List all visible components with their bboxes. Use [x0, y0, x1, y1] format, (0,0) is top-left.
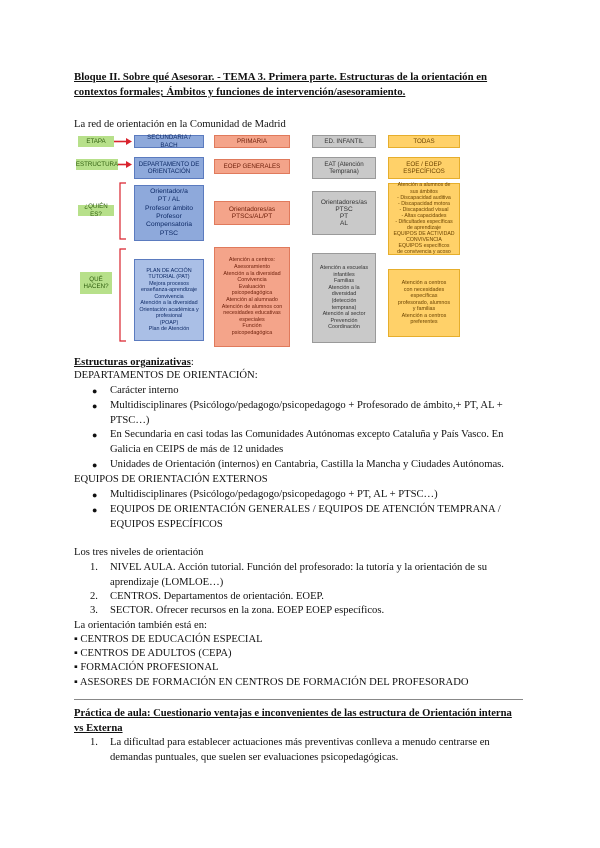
nivel-number: 1.: [90, 562, 98, 573]
bullet-dot: ●: [92, 505, 98, 515]
quien-especificos: Atención a alumnos de sus ámbitos - Discapacidad auditiva - Discapacidad motora - Discapacidad visual - Altas capacidades - Dificultades específicas de aprendizaje EQUIPOS DE ACTIVIDAD CONVIVENCIA EQUIPOS específicos de convivencia y acoso: [388, 183, 460, 255]
nivel-number: 3.: [90, 605, 98, 616]
estructura-eat: EAT (Atención Temprana): [312, 157, 376, 179]
niveles-heading: Los tres niveles de orientación: [74, 547, 204, 558]
equipos-heading: EQUIPOS DE ORIENTACIÓN EXTERNOS: [74, 474, 268, 485]
practica-item: La dificultad para establecer actuaciones más preventivas conlleva a menudo centrarse en demandas puntuales, que suelen ser evaluaciones psicopedagógicas.: [110, 737, 490, 763]
nivel-item: CENTROS. Departamentos de orientación. EOEP.: [110, 591, 324, 602]
quien-departamento: Orientador/a PT / AL Profesor ámbito Profesor Compensatoria PTSC: [134, 185, 204, 241]
dept-item: Carácter interno: [110, 385, 179, 396]
etapa-secundaria: SECUNDARIA / BACH: [134, 135, 204, 148]
row-label-etapa: ETAPA: [78, 136, 114, 147]
estructuras-heading: Estructuras organizativas:: [74, 357, 194, 368]
quien-eoep: Orientadores/as PTSCs/AL/PT: [214, 201, 290, 225]
que-departamento: PLAN DE ACCIÓN TUTORIAL (PAT) Mejora procesos enseñanza-aprendizaje Convivencia Atención a la diversidad Orientación académica y profesional (POAP) Plan de Atención: [134, 259, 204, 341]
bullet-dot: ●: [92, 460, 98, 470]
dept-item: Multidisciplinares (Psicólogo/pedagogo/psicopedagogo + Profesorado de ámbito,+ PT, AL + PTSC…): [110, 400, 503, 426]
orientation-network-diagram: [74, 131, 464, 346]
estructura-especificos: EOE / EOEP ESPECÍFICOS: [388, 157, 460, 179]
bullet-dot: ●: [92, 430, 98, 440]
tambien-item: ▪ FORMACIÓN PROFESIONAL: [74, 662, 219, 673]
que-eat: Atención a escuelas infantiles Familias Atención a la diversidad (detección temprana) Atención al sector Prevención Coordinación: [312, 253, 376, 343]
nivel-item: SECTOR. Ofrecer recursos en la zona. EOEP EOEP específicos.: [110, 605, 385, 616]
etapa-infantil: ED. INFANTIL: [312, 135, 376, 148]
practica-number: 1.: [90, 737, 98, 748]
row-label-que: QUÉ HACEN?: [80, 272, 112, 294]
section-divider: [74, 699, 523, 700]
etapa-todas: TODAS: [388, 135, 460, 148]
network-caption: La red de orientación en la Comunidad de Madrid: [74, 119, 286, 130]
estructura-departamento: DEPARTAMENTO DE ORIENTACIÓN: [134, 157, 204, 179]
estructura-eoep: EOEP GENERALES: [214, 159, 290, 174]
nivel-item: NIVEL AULA. Acción tutorial. Función del profesorado: la tutoría y la orientación de su aprendizaje (LOMLOE…): [110, 562, 488, 588]
equipos-item: EQUIPOS DE ORIENTACIÓN GENERALES / EQUIPOS DE ATENCIÓN TEMPRANA / EQUIPOS ESPECÍFICOS: [110, 504, 501, 530]
quien-eat: Orientadores/as PTSC PT AL: [312, 191, 376, 235]
que-especificos: Atención a centros con necesidades específicas profesorado, alumnos y familias Atención a centros preferentes: [388, 269, 460, 337]
bullet-dot: ●: [92, 386, 98, 396]
tambien-heading: La orientación también está en:: [74, 620, 207, 631]
departamentos-heading: DEPARTAMENTOS DE ORIENTACIÓN:: [74, 370, 258, 381]
dept-item: En Secundaria en casi todas las Comunidades Autónomas excepto Cataluña y País Vasco. En Galicia en CEIPS de más de 12 unidades: [110, 429, 504, 455]
etapa-primaria: PRIMARIA: [214, 135, 290, 148]
row-label-estructura: ESTRUCTURA: [76, 159, 118, 170]
tambien-item: ▪ CENTROS DE EDUCACIÓN ESPECIAL: [74, 634, 263, 645]
bullet-dot: ●: [92, 401, 98, 411]
row-label-quien: ¿QUIÉN ES?: [78, 205, 114, 216]
tambien-item: ▪ CENTROS DE ADULTOS (CEPA): [74, 648, 232, 659]
practica-heading: Práctica de aula: Cuestionario ventajas e inconvenientes de las estructura de Orientación interna vs Externa: [74, 708, 512, 734]
nivel-number: 2.: [90, 591, 98, 602]
bullet-dot: ●: [92, 490, 98, 500]
equipos-item: Multidisciplinares (Psicólogo/pedagogo/psicopedagogo + PT, AL + PTSC…): [110, 489, 438, 500]
document-title: Bloque II. Sobre qué Asesorar. - TEMA 3. Primera parte. Estructuras de la orientación en contextos formales; Ámbitos y funciones de intervención/asesoramiento.: [74, 71, 488, 98]
tambien-item: ▪ ASESORES DE FORMACIÓN EN CENTROS DE FORMACIÓN DEL PROFESORADO: [74, 677, 469, 688]
que-eoep: Atención a centros: Asesoramiento Atención a la diversidad Convivencia Evaluación psicopedagógica Atención al alumnado Atención de alumnos con necesidades educativas especiales Función psicopedagógica: [214, 247, 290, 347]
dept-item: Unidades de Orientación (internos) en Cantabria, Castilla la Mancha y Ciudades Autónomas.: [110, 459, 504, 470]
